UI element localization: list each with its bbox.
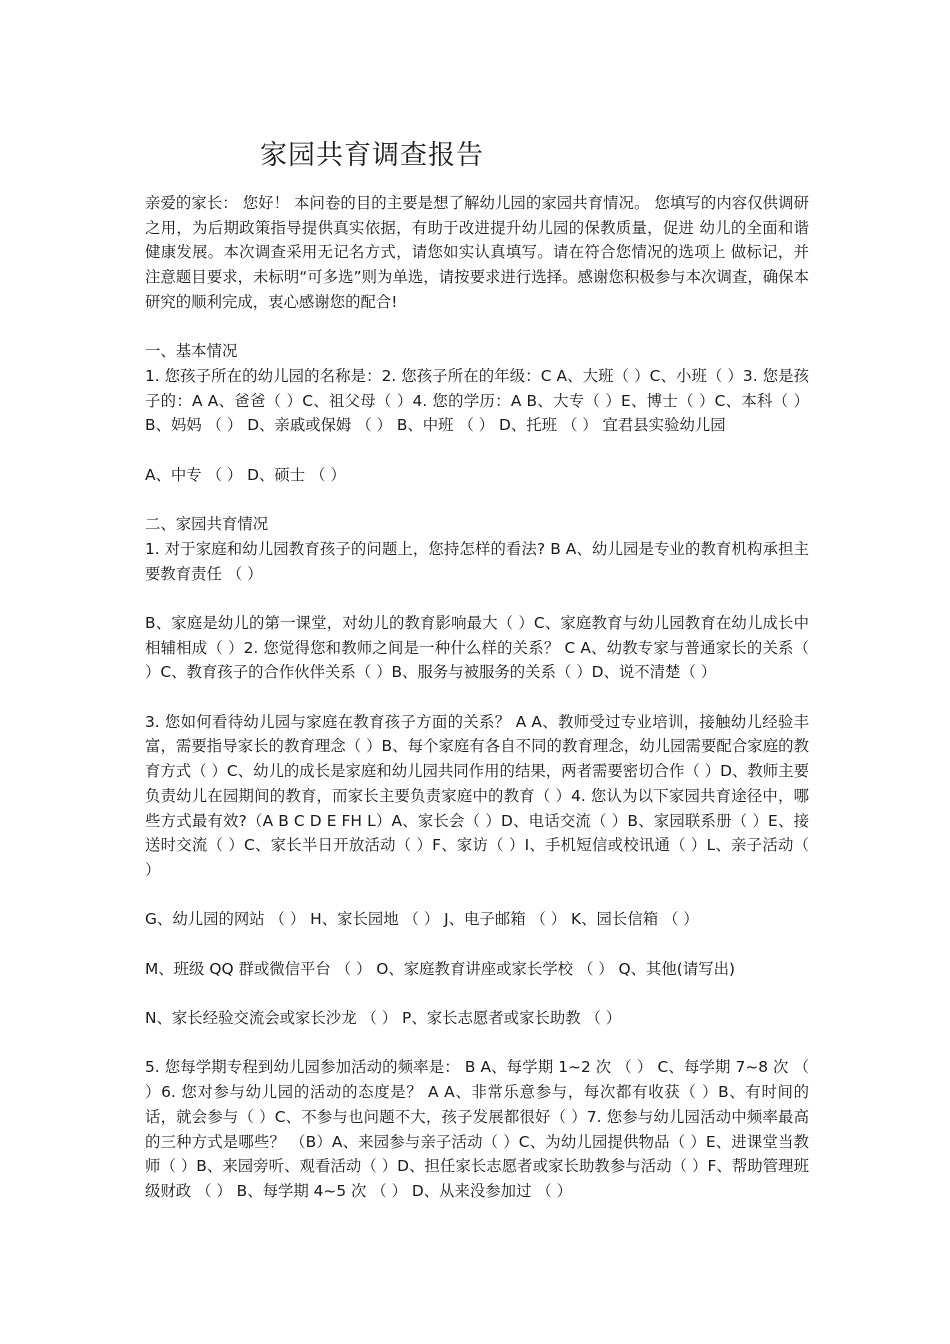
document-body: [145, 191, 809, 1204]
section-heading-basic: 一、基本情况: [145, 342, 238, 361]
question-5-7-paragraph: 5. 您每学期专程到幼儿园参加活动的频率是： B A、每学期 1~2 次 （ ） C、每学期 7~8 次 （ ）6. 您对参与幼儿园的活动的态度是？ A A、非常乐意参与，每次都有收获（ ）B、有时间的话，就会参与（ ）C、不参与也问题不大，孩子发展都很好（ ）7. 您参与幼儿园活动中频率最高的三种方式是哪些？ （B）A、来园参与亲子活动（ ）C、为幼儿园提供物品（ ）E、进课堂当教师（ ）B、来园旁听、观看活动（ ）D、担任家长志愿者或家长助教参与活动（ ）F、帮助管理班级财政 （ ） B、每学期 4~5 次 （ ） D、从来没参加过 （ ）: [145, 1058, 809, 1200]
options-n-p-paragraph: N、家长经验交流会或家长沙龙 （ ） P、家长志愿者或家长助教 （ ）: [145, 1009, 622, 1028]
document-title: 家园共育调查报告: [260, 140, 484, 171]
intro-paragraph: 亲爱的家长： 您好！ 本问卷的目的主要是想了解幼儿园的家园共育情况。 您填写的内容仅供调研 之用，为后期政策指导提供真实依据，有助于改进提升幼儿园的保教质量，促进 幼儿的全面和谐健康发展。本次调查采用无记名方式，请您如实认真填写。请在符合您情况的选项上 做标记，并注意题目要求，未标明“可多选”则为单选，请按要求进行选择。感谢您积极参与本次调查，确保本研究的顺利完成，衷心感谢您的配合!: [145, 194, 809, 311]
question-2-paragraph: B、家庭是幼儿的第一课堂，对幼儿的教育影响最大（ ）C、家庭教育与幼儿园教育在幼儿成长中相辅相成（ ）2. 您觉得您和教师之间是一种什么样的关系？ C A、幼教专家与普通家长的关系（ ）C、教育孩子的合作伙伴关系（ ）B、服务与被服务的关系（ ）D、说不清楚（ ）: [145, 613, 809, 682]
options-m-q-paragraph: M、班级 QQ 群或微信平台 （ ） O、家庭教育讲座或家长学校 （ ） Q、其他(请写出): [145, 959, 735, 978]
basic-options-paragraph: A、中专 （ ） D、硕士 （ ）: [145, 465, 346, 484]
question-3-4-paragraph: 3. 您如何看待幼儿园与家庭在教育孩子方面的关系？ A A、教师受过专业培训，接触幼儿经验丰富，需要指导家长的教育理念（ ）B、每个家庭有各自不同的教育理念，幼儿园需要配合家庭的教育方式（ ）C、幼儿的成长是家庭和幼儿园共同作用的结果，两者需要密切合作（ ）D、教师主要负责幼儿在园期间的教育，而家长主要负责家庭中的教育（ ）4. 您认为以下家园共育途径中，哪些方式最有效?（A B C D E FH L）A、家长会（ ）D、电话交流（ ）B、家园联系册（ ）E、接送时交流（ ）C、家长半日开放活动（ ）F、家访（ ）I、手机短信或校讯通（ ）L、亲子活动（ ）: [145, 712, 809, 879]
options-g-k-paragraph: G、幼儿园的网站 （ ） H、家长园地 （ ） J、电子邮箱 （ ） K、园长信箱 （ ）: [145, 910, 699, 929]
question-1-paragraph: 1. 对于家庭和幼儿园教育孩子的问题上，您持怎样的看法? B A、幼儿园是专业的教育机构承担主要教育责任 （ ）: [145, 539, 809, 583]
basic-questions-paragraph: 1. 您孩子所在的幼儿园的名称是：2. 您孩子所在的年级：C A、大班（ ）C、小班（ ）3. 您是孩子的：A A、爸爸（ ）C、祖父母（ ）4. 您的学历：A B、大专（ ）E、博士（ ）C、本科（ ）B、妈妈 （ ） D、亲戚或保姆 （ ） B、中班 （ ） D、托班 （ ） 宜君县实验幼儿园: [145, 366, 809, 435]
section-heading-coeducation: 二、家园共育情况: [145, 515, 269, 534]
